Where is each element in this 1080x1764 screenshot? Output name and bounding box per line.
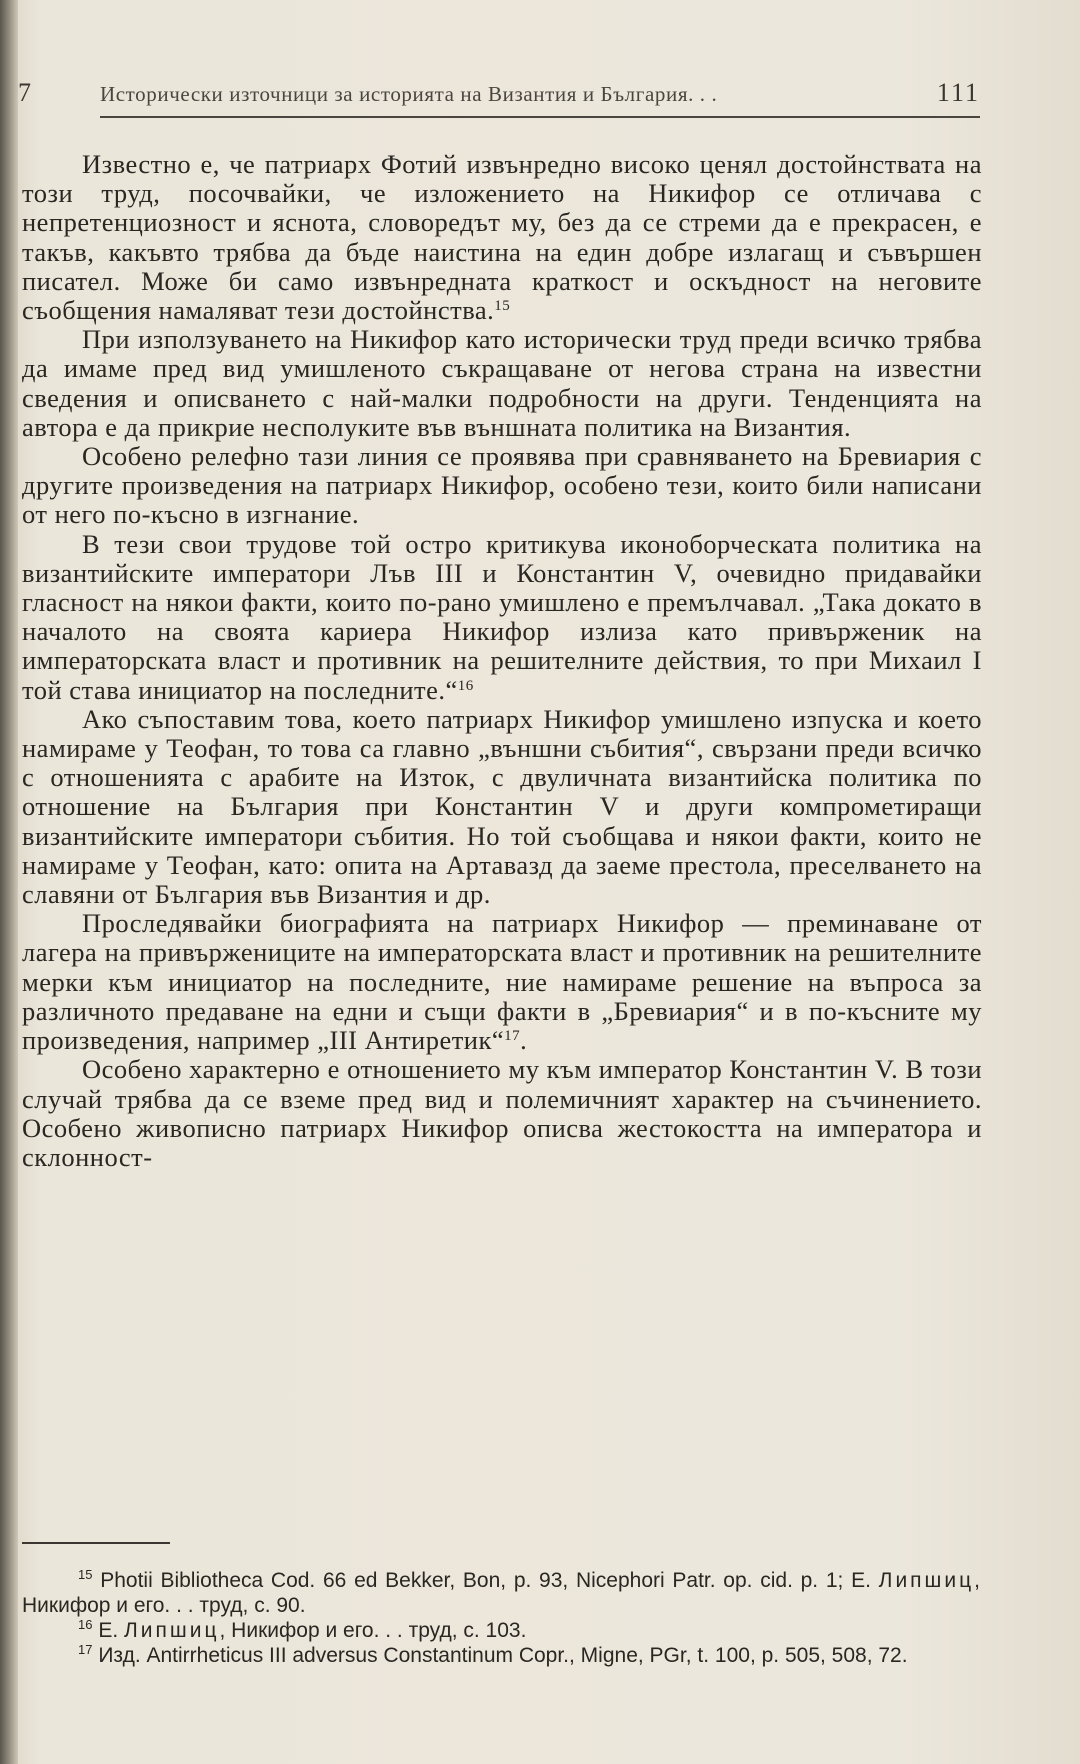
paragraph-text: В тези свои трудове той остро критикува иконоборческата политика на византийските императори Лъв III и Константин V, очевидно придавайки гласност на някои факти, които по-рано умишлено е премълчавал. „Така докато в началото на своята кариера Никифор излиза като привърженик на императорската власт и противник на решителните действия, то при Михаил I той става инициатор на последните.“ — [22, 528, 982, 705]
paragraph-7 — [22, 1055, 982, 1172]
paragraph-text: Проследявайки биографията на патриарх Никифор — преминаване от лагера на привържениците на императорската власт и противник на решителните мерки към инициатор на последните, ние намираме решение на въпроса за различното предаване на едни и същи факти в „Бревиария“ и в по-късните му произведения, например „III Антиретик“ — [22, 908, 982, 1056]
signature-mark: 7 — [18, 78, 31, 107]
footnote-author: Липшиц — [124, 1619, 220, 1642]
paragraph-3 — [22, 442, 982, 530]
paragraph-2 — [22, 325, 982, 442]
running-header — [18, 78, 980, 118]
paragraph-4 — [22, 530, 982, 705]
footnote-ref-17: 17 — [504, 1028, 521, 1045]
footnote-author: Липшиц — [878, 1569, 975, 1592]
footnotes — [22, 1568, 980, 1668]
paragraph-5 — [22, 705, 982, 909]
footnote-text: , Никифор и его. . . труд, с. 103. — [219, 1619, 527, 1642]
footnote-ref-15: 15 — [494, 298, 511, 315]
paragraph-text: Особено релефно тази линия се проявява при сравняването на Бревиария с другите произведения на патриарх Никифор, особено тези, които били написани от него по-късно в изгнание. — [22, 441, 982, 530]
paragraph-1 — [22, 150, 982, 325]
footnote-text: Photii Bibliotheca Cod. 66 ed Bekker, Bon, p. 93, Nicephori Patr. op. cid. p. 1; Е. — [100, 1569, 879, 1592]
paragraph-text: Особено характерно е отношението му към император Константин V. В този случай трябва да се вземе пред вид и полемичният характер на съчинението. Особено живописно патриарх Никифор описва жестокостта на императора и склонност- — [22, 1054, 982, 1172]
footnote-number: 15 — [78, 1567, 93, 1582]
page-number: 111 — [936, 78, 980, 107]
running-title: Исторически източници за историята на Византия и България. . . — [100, 82, 718, 106]
paragraph-text: При използуването на Никифор като исторически труд преди всичко трябва да имаме пред вид умишленото съкращаване от негова страна на известни сведения и описването с най-малки подробности на други. Тенденцията на автора е да прикрие несполуките във външната политика на Византия. — [22, 324, 982, 442]
footnote-text: Е. — [98, 1619, 124, 1642]
footnote-text: Изд. Antirrheticus III adversus Constantinum Copr., Migne, PGr, t. 100, p. 505, 508, 72. — [98, 1644, 908, 1667]
footnote-separator — [22, 1542, 170, 1544]
footnote-number: 17 — [78, 1642, 93, 1657]
paragraph-text: Известно е, че патриарх Фотий извънредно високо ценял достойнствата на този труд, посочвайки, че изложението на Никифор се отличава с непретенциозност и яснота, словоредът му, без да се стреми да е прекрасен, е такъв, какъвто трябва да бъде наистина на един добре излагащ и съвършен писател. Може би само извънредната краткост и оскъдност на неговите съобщения намаляват тези достойнства. — [22, 149, 982, 326]
paragraph-tail: . — [520, 1025, 528, 1056]
book-spine-shadow — [0, 0, 18, 1764]
footnote-16 — [22, 1618, 980, 1643]
footnote-text: , Никифор и его. . . труд, с. 90. — [22, 1569, 980, 1617]
paragraph-6 — [22, 909, 982, 1055]
footnote-17 — [22, 1643, 980, 1668]
footnote-15 — [22, 1568, 980, 1618]
paragraph-text: Ако съпоставим това, което патриарх Никифор умишлено изпуска и което намираме у Теофан, то това са главно „външни събития“, свързани преди всичко с отношенията с арабите на Изток, с двуличната византийска политика по отношение на България при Константин V и други компрометиращи византийските императори събития. Но той съобщава и някои факти, които не намираме у Теофан, като: опита на Артавазд да заеме престола, преселването на славяни от България във Византия и др. — [22, 703, 982, 910]
footnote-number: 16 — [78, 1617, 93, 1632]
footnote-ref-16: 16 — [457, 677, 474, 694]
main-text — [22, 150, 982, 1172]
header-rule — [100, 116, 980, 118]
